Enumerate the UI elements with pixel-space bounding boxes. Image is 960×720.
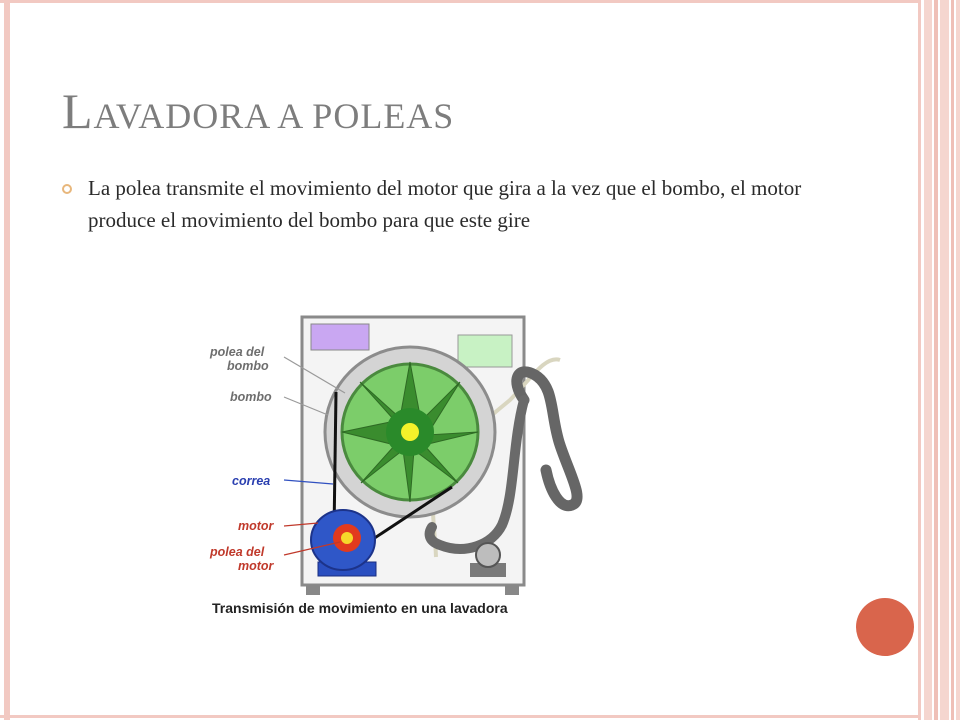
right-stripe — [934, 0, 938, 720]
control-panel-green — [458, 335, 512, 367]
bullet-item — [62, 172, 802, 236]
label-polea-bombo: polea del bombo — [210, 345, 269, 373]
diagram-svg — [200, 305, 600, 635]
slide-border-bottom — [0, 715, 918, 718]
bullet-ring-icon — [62, 184, 72, 194]
slide-title-initial: L — [62, 83, 94, 139]
drain-hose — [517, 372, 577, 506]
slide-title-rest: AVADORA A POLEAS — [93, 96, 455, 136]
right-stripe — [951, 0, 954, 720]
label-polea-motor: polea del motor — [210, 545, 274, 573]
diagram-caption: Transmisión de movimiento en una lavadora — [212, 600, 508, 616]
motor-axle — [341, 532, 353, 544]
right-stripe — [924, 0, 932, 720]
label-correa: correa — [232, 474, 271, 488]
label-bombo: bombo — [230, 390, 272, 404]
right-stripe — [956, 0, 960, 720]
slide-title — [62, 83, 455, 139]
bullet-text: La polea transmite el movimiento del motor que gira a la vez que el bombo, el motor produce el movimiento del bombo para que este gire — [88, 176, 802, 232]
cabinet-foot-right — [505, 585, 519, 595]
drum-axle — [401, 423, 419, 441]
slide-border-top — [0, 0, 918, 3]
label-motor: motor — [238, 519, 274, 533]
right-stripe — [940, 0, 949, 720]
control-panel-purple — [311, 324, 369, 350]
pump-icon — [476, 543, 500, 567]
washing-machine-diagram — [200, 305, 600, 635]
right-stripe — [918, 0, 921, 720]
accent-circle-icon — [856, 598, 914, 656]
slide-border-left — [4, 0, 10, 720]
cabinet-foot-left — [306, 585, 320, 595]
